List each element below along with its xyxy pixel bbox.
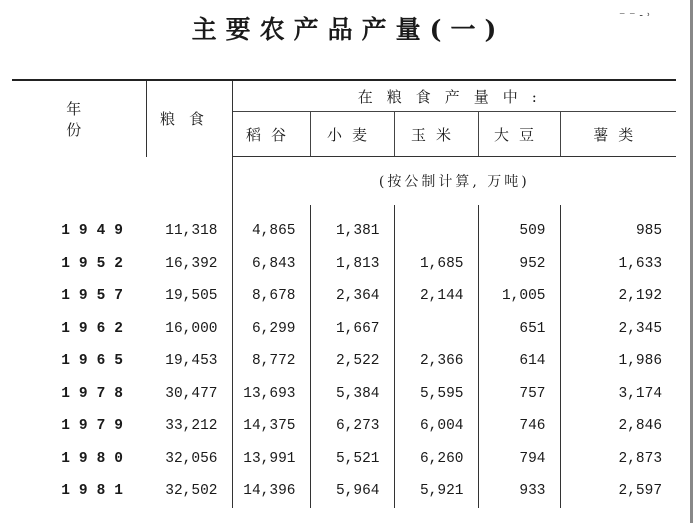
grain-cell: 16,000 — [146, 313, 232, 346]
production-table — [12, 79, 676, 508]
rice-cell: 8,772 — [232, 345, 310, 378]
rice-cell: 6,843 — [232, 248, 310, 281]
grain-cell: 16,392 — [146, 248, 232, 281]
page-title: 主要农产品产量(一) — [191, 15, 506, 44]
table-row — [12, 378, 676, 411]
rice-cell: 4,865 — [232, 215, 310, 248]
soybean-cell: 757 — [478, 378, 560, 411]
wheat-cell: 5,964 — [310, 475, 394, 508]
rice-header: 稻谷 — [232, 112, 310, 157]
rice-cell: 8,678 — [232, 280, 310, 313]
grain-cell: 32,502 — [146, 475, 232, 508]
year-cell: 1952 — [61, 255, 132, 272]
soybean-cell: 794 — [478, 443, 560, 476]
wheat-cell: 6,273 — [310, 410, 394, 443]
corn-cell — [394, 313, 478, 346]
table-row — [12, 475, 676, 508]
corn-cell: 6,004 — [394, 410, 478, 443]
table-row — [12, 280, 676, 313]
year-cell: 1957 — [61, 288, 132, 305]
tuber-cell: 985 — [635, 223, 663, 240]
wheat-cell: 2,364 — [310, 280, 394, 313]
grain-header: 粮食 — [146, 80, 232, 157]
soybean-cell: 933 — [478, 475, 560, 508]
wheat-cell: 5,384 — [310, 378, 394, 411]
soybean-header: 大豆 — [478, 112, 560, 157]
year-cell: 1962 — [61, 320, 132, 337]
table-row — [12, 313, 676, 346]
table-row — [12, 443, 676, 476]
year-cell: 1965 — [61, 353, 132, 370]
soybean-cell: 651 — [478, 313, 560, 346]
corn-cell: 2,366 — [394, 345, 478, 378]
corn-cell: 6,260 — [394, 443, 478, 476]
table-row — [12, 215, 676, 248]
tuber-cell: 2,846 — [618, 418, 663, 435]
tuber-cell: 2,873 — [618, 450, 663, 467]
year-cell: 1980 — [61, 450, 132, 467]
tuber-cell: 2,192 — [618, 288, 663, 305]
table-row — [12, 345, 676, 378]
soybean-cell: 746 — [478, 410, 560, 443]
soybean-cell: 952 — [478, 248, 560, 281]
year-cell: 1979 — [61, 418, 132, 435]
corn-cell — [394, 215, 478, 248]
pen-mark: ⁻ ⁻ ˗ ˒ — [619, 8, 651, 22]
table-row — [12, 248, 676, 281]
wheat-cell: 2,522 — [310, 345, 394, 378]
grain-cell: 33,212 — [146, 410, 232, 443]
corn-cell: 5,595 — [394, 378, 478, 411]
corn-cell: 5,921 — [394, 475, 478, 508]
page-edge-divider — [690, 0, 693, 523]
corn-header: 玉米 — [394, 112, 478, 157]
rice-cell: 13,693 — [232, 378, 310, 411]
grain-cell: 19,505 — [146, 280, 232, 313]
tuber-cell: 2,345 — [618, 320, 663, 337]
tuber-cell: 1,986 — [618, 353, 663, 370]
rice-cell: 14,396 — [232, 475, 310, 508]
rice-cell: 13,991 — [232, 443, 310, 476]
tuber-cell: 3,174 — [618, 385, 663, 402]
grain-cell: 32,056 — [146, 443, 232, 476]
year-cell: 1981 — [61, 483, 132, 500]
grain-cell: 19,453 — [146, 345, 232, 378]
wheat-cell: 1,813 — [310, 248, 394, 281]
corn-cell: 2,144 — [394, 280, 478, 313]
table-row — [12, 410, 676, 443]
tuber-cell: 1,633 — [618, 255, 663, 272]
unit-note: (按公制计算, 万吨) — [378, 174, 530, 190]
year-cell: 1978 — [61, 385, 132, 402]
rice-cell: 6,299 — [232, 313, 310, 346]
soybean-cell: 1,005 — [478, 280, 560, 313]
wheat-header: 小麦 — [310, 112, 394, 157]
year-header: 年份 — [12, 80, 146, 157]
rice-cell: 14,375 — [232, 410, 310, 443]
corn-cell: 1,685 — [394, 248, 478, 281]
tuber-header: 薯类 — [560, 112, 676, 157]
soybean-cell: 614 — [478, 345, 560, 378]
grain-cell: 30,477 — [146, 378, 232, 411]
wheat-cell: 5,521 — [310, 443, 394, 476]
wheat-cell: 1,667 — [310, 313, 394, 346]
grain-cell: 11,318 — [146, 215, 232, 248]
soybean-cell: 509 — [478, 215, 560, 248]
in-grain-header: 在粮食产量中: — [232, 80, 676, 112]
year-cell: 1949 — [61, 223, 132, 240]
wheat-cell: 1,381 — [310, 215, 394, 248]
tuber-cell: 2,597 — [618, 483, 663, 500]
